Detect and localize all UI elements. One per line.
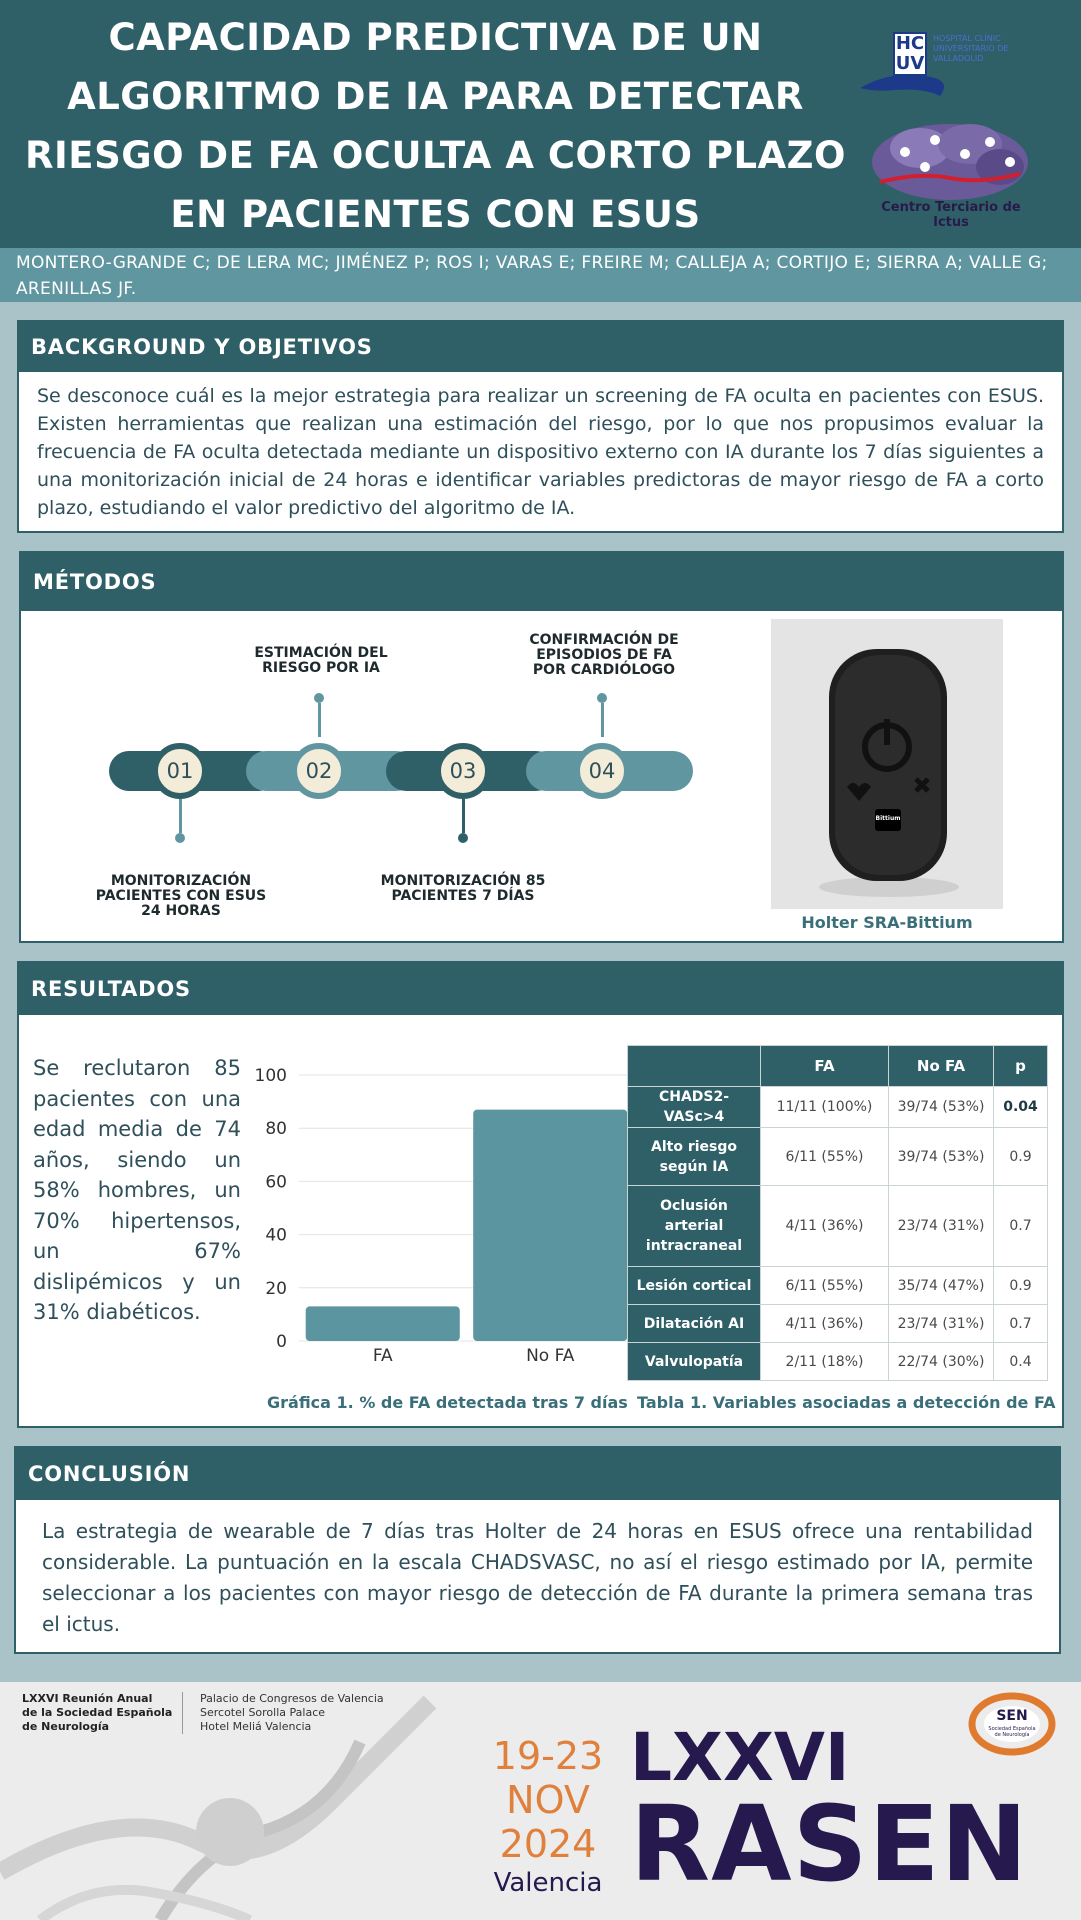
holter-device-icon [771,619,1003,909]
event-number: LXXVI [630,1719,850,1796]
table-row [628,1186,1048,1267]
sen-brain-icon [966,1690,1058,1758]
footer-divider [182,1692,183,1734]
results-panel [17,961,1064,1428]
ctic-logo [860,112,1040,230]
bar-fa [306,1306,460,1341]
table-row [628,1128,1048,1186]
stem-dot-3 [458,833,468,843]
cell-nofa: 39/74 (53%) [889,1128,994,1186]
step-04: 04 [574,743,630,799]
congress-dates: 19-23 NOV 2024 [492,1734,604,1866]
cell-nofa: 23/74 (31%) [889,1186,994,1267]
ctic-logo-text: Centro Terciario de Ictus [881,200,1021,230]
brain-icon [860,112,1040,202]
bar-no-fa [473,1110,627,1341]
cell-fa: 6/11 (55%) [761,1128,889,1186]
y-tick-label: 40 [265,1225,287,1246]
cell-fa: 6/11 (55%) [761,1267,889,1305]
holter-device-image [771,619,1003,909]
congress-organizer: LXXVI Reunión Anual de la Sociedad Española de Neurología [22,1692,173,1733]
table-row [628,1267,1048,1305]
sen-logo [966,1690,1058,1758]
congress-city: Valencia [493,1868,603,1898]
table-header-nofa: No FA [889,1046,994,1087]
cell-fa: 11/11 (100%) [761,1087,889,1128]
poster-header [0,0,1081,248]
methods-timeline [41,611,741,941]
event-name: RASEN [630,1783,1029,1905]
title-line-3: RIESGO DE FA OCULTA A CORTO PLAZO [25,134,846,177]
y-tick-label: 0 [276,1332,287,1352]
cell-p: 0.4 [994,1343,1048,1381]
cell-p: 0.7 [994,1305,1048,1343]
step-4-label: CONFIRMACIÓN DE EPISODIOS DE FA POR CARDIÓLOGO [529,632,679,678]
table-caption: Tabla 1. Variables asociadas a detección de FA [637,1393,1056,1412]
poster-title [18,8,853,244]
stem-2 [318,703,321,737]
table-header-p: p [994,1046,1048,1087]
x-tick-label: FA [372,1346,393,1366]
results-heading: RESULTADOS [19,963,1062,1015]
authors-list: MONTERO-GRANDE C; DE LERA MC; JIMÉNEZ P; ROS I; VARAS E; FREIRE M; CALLEJA A; CORTIJO E; SIERRA A; VALLE G; ARENILLAS JF. [0,248,1081,302]
methods-heading: MÉTODOS [21,553,1062,611]
y-tick-label: 20 [265,1278,287,1299]
results-table [627,1045,1048,1381]
results-text: Se reclutaron 85 pacientes con una edad media de 74 años, siendo un 58% hombres, un 70% hipertensos, un 67% dislipémicos y un 31% diabéticos. [33,1056,241,1324]
hcuv-logo [855,28,1055,108]
congress-venues: Palacio de Congresos de Valencia Sercotel Sorolla Palace Hotel Meliá Valencia [200,1692,384,1733]
device-brand: Bittium [875,815,901,822]
stem-dot-4 [597,693,607,703]
step-2-label: ESTIMACIÓN DEL RIESGO POR IA [254,645,388,676]
y-tick-label: 80 [265,1119,287,1140]
results-body [19,1015,1062,1426]
stem-dot-1 [175,833,185,843]
row-label: CHADS2-VASc>4 [628,1087,761,1128]
cell-fa: 4/11 (36%) [761,1186,889,1267]
title-line-2: ALGORITMO DE IA PARA DETECTAR [67,75,804,118]
table-header-fa: FA [761,1046,889,1087]
conclusion-heading: CONCLUSIÓN [16,1448,1059,1500]
row-label: Valvulopatía [628,1343,761,1381]
y-tick-label: 100 [254,1066,287,1086]
row-label: Lesión cortical [628,1267,761,1305]
methods-body [21,611,1062,941]
holter-caption: Holter SRA-Bittium [801,913,973,932]
background-panel [17,320,1064,533]
fa-bar-chart [249,1045,649,1375]
table-row [628,1305,1048,1343]
stem-1 [179,799,182,833]
row-label: Oclusión arterial intracraneal [628,1186,761,1267]
cell-p: 0.9 [994,1128,1048,1186]
row-label: Dilatación AI [628,1305,761,1343]
chart-caption: Gráfica 1. % de FA detectada tras 7 días [267,1393,628,1412]
x-tick-label: No FA [526,1346,575,1366]
stem-dot-2 [314,693,324,703]
conclusion-panel [14,1446,1061,1654]
methods-panel [19,551,1064,943]
cell-nofa: 23/74 (31%) [889,1305,994,1343]
title-line-4: EN PACIENTES CON ESUS [170,193,701,236]
step-3-label: MONITORIZACIÓN 85 PACIENTES 7 DÍAS [380,873,546,904]
congress-footer [0,1682,1081,1920]
stem-3 [462,799,465,833]
cell-nofa: 35/74 (47%) [889,1267,994,1305]
cell-nofa: 22/74 (30%) [889,1343,994,1381]
cell-fa: 4/11 (36%) [761,1305,889,1343]
sen-logo-text: SEN [996,1708,1028,1724]
hcuv-logo-text: HOSPITAL CLÍNIC UNIVERSITARIO DE VALLADOLID [933,34,1009,63]
sen-logo-subtext: Sociedad Española de Neurología [988,1726,1036,1738]
background-text: Se desconoce cuál es la mejor estrategia para realizar un screening de FA oculta en pacientes con ESUS. Existen herramientas que realizan una estimación del riesgo, por lo que nos propusimos evaluar la frecuencia de FA oculta detectada mediante un dispositivo externo con IA durante los 7 días siguientes a una monitorización inicial de 24 horas e identificar variables predictoras de mayor riesgo de FA a corto plazo, estudiando el valor predictivo del algoritmo de IA. [37,385,1044,519]
table-header-row [628,1046,1048,1087]
table-header-blank [628,1046,761,1087]
table-row [628,1343,1048,1381]
step-02: 02 [291,743,347,799]
stem-4 [601,703,604,737]
cell-p: 0.04 [994,1087,1048,1128]
step-01: 01 [152,743,208,799]
cell-nofa: 39/74 (53%) [889,1087,994,1128]
step-1-label: MONITORIZACIÓN PACIENTES CON ESUS 24 HORAS [95,873,267,919]
y-tick-label: 60 [265,1172,287,1193]
table-row [628,1087,1048,1128]
cell-fa: 2/11 (18%) [761,1343,889,1381]
step-03: 03 [435,743,491,799]
background-heading: BACKGROUND Y OBJETIVOS [19,322,1062,372]
hcuv-letters: HC UV [893,32,927,76]
cell-p: 0.9 [994,1267,1048,1305]
cell-p: 0.7 [994,1186,1048,1267]
conclusion-text: La estrategia de wearable de 7 días tras Holter de 24 horas en ESUS ofrece una rentabilidad considerable. La puntuación en la escala CHADSVASC, no así el riesgo estimado por IA, permite seleccionar a los pacientes con mayor riesgo de detección de FA durante la primera semana tras el ictus. [42,1519,1033,1636]
row-label: Alto riesgo según IA [628,1128,761,1186]
title-line-1: CAPACIDAD PREDICTIVA DE UN [108,16,763,59]
